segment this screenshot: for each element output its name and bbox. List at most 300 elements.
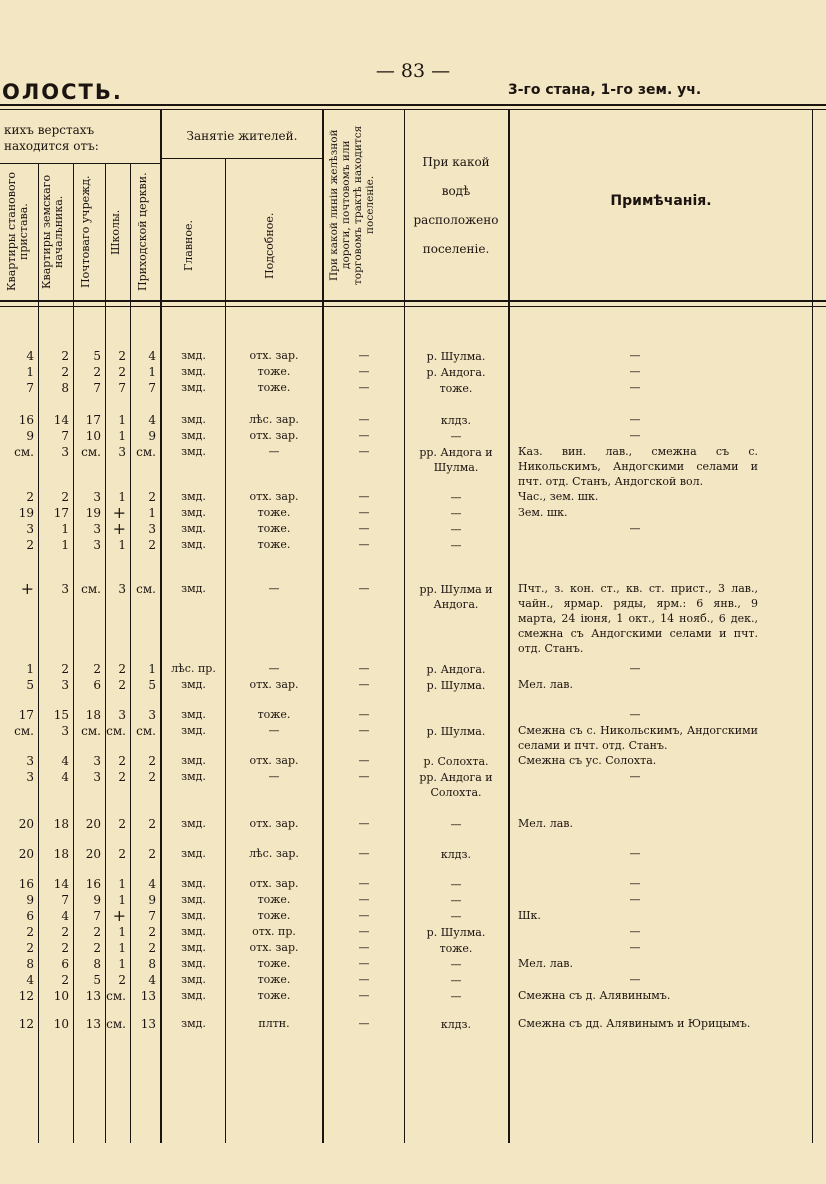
versts-subrule [0,163,160,164]
row-1-aux: отх. зар. [249,349,299,362]
row-14-distance-3: 18 [85,708,101,722]
top-rule-thin [0,109,826,110]
row-28-distance-2: 10 [53,1017,69,1031]
row-19-main: змд. [181,847,206,860]
row-25-distance-3: 8 [93,957,101,971]
row-8-distance-5: 1 [148,506,156,520]
row-11-main: змд. [181,582,206,595]
row-6-main: змд. [181,445,206,458]
row-22-rail: — [358,909,370,922]
row-2-distance-4: 2 [118,365,126,379]
row-17-note: — [629,770,641,783]
row-7-main: змд. [181,490,206,503]
row-9-aux: тоже. [257,522,291,535]
row-1-note: — [629,349,641,362]
row-10-aux: тоже. [257,538,291,551]
row-4-distance-1: 16 [18,413,34,427]
row-10-distance-4: 1 [118,538,126,552]
row-17-aux: — [268,770,280,783]
row-14-distance-4: 3 [118,708,126,722]
row-25-distance-4: 1 [118,957,126,971]
row-23-distance-5: 2 [148,925,156,939]
row-24-main: змд. [181,941,206,954]
row-15-water: р. Шулма. [426,725,486,738]
row-9-distance-5: 3 [148,522,156,536]
row-26-distance-4: 2 [118,973,126,987]
row-27-note: Смежна съ д. Алявинымъ. [518,989,671,1002]
header-col-main: Главное. [182,220,195,272]
row-16-rail: — [358,754,370,767]
header-col-water: При какой водѣ расположено поселеніе. [413,155,499,256]
row-4-distance-5: 4 [148,413,156,427]
row-18-water: — [450,818,462,831]
row-14-distance-1: 17 [18,708,34,722]
row-6-distance-4: 3 [118,445,126,459]
row-2-distance-2: 2 [61,365,69,379]
row-24-distance-1: 2 [26,941,34,955]
row-12-distance-2: 2 [61,662,69,676]
row-15-distance-4: см. [106,724,126,738]
row-2-main: змд. [181,365,206,378]
row-26-main: змд. [181,973,206,986]
row-25-distance-5: 8 [148,957,156,971]
row-12-aux: — [268,662,280,675]
header-col-notes: Примѣчанія. [610,193,712,209]
row-3-distance-2: 8 [61,381,69,395]
row-24-distance-5: 2 [148,941,156,955]
row-24-aux: отх. зар. [249,941,299,954]
row-7-distance-5: 2 [148,490,156,504]
row-2-rail: — [358,365,370,378]
row-27-main: змд. [181,989,206,1002]
row-20-distance-1: 16 [18,877,34,891]
row-9-note: — [629,522,641,535]
row-24-water: тоже. [439,942,473,955]
row-7-distance-2: 2 [61,490,69,504]
row-11-note: Пчт., з. кон. ст., кв. ст. прист., 3 лав., чайн., ярмар. ряды, ярм.: 6 янв., 9 марта, 24 іюня, 1 окт., 14 нояб., 6 дек., смежна съ Андогскими селами и пчт. отд. Станъ. [518,582,758,655]
header-col-aux: Подсобное. [263,212,276,280]
row-2-water: р. Андога. [426,366,486,379]
row-6-distance-1: см. [14,445,34,459]
row-4-rail: — [358,413,370,426]
row-15-note: Смежна съ с. Никольскимъ, Андогскими селами и пчт. отд. Станъ. [518,724,758,752]
row-20-note: — [629,877,641,890]
row-2-distance-5: 1 [148,365,156,379]
row-27-distance-1: 12 [18,989,34,1003]
header-col-post: Почтоваго учрежд. [79,175,92,289]
row-19-distance-5: 2 [148,847,156,861]
row-3-aux: тоже. [257,381,291,394]
row-15-rail: — [358,724,370,737]
row-12-distance-5: 1 [148,662,156,676]
row-1-distance-5: 4 [148,349,156,363]
row-6-water: рр. Андога и Шулма. [419,446,493,474]
row-1-rail: — [358,349,370,362]
row-23-distance-3: 2 [93,925,101,939]
row-22-main: змд. [181,909,206,922]
row-10-rail: — [358,538,370,551]
row-28-distance-3: 13 [85,1017,101,1031]
row-9-main: змд. [181,522,206,535]
row-14-note: — [629,708,641,721]
row-6-distance-3: см. [81,445,101,459]
row-18-distance-1: 20 [18,817,34,831]
row-16-distance-4: 2 [118,754,126,768]
row-19-water: клдз. [440,848,472,861]
row-13-distance-3: 6 [93,678,101,692]
row-18-distance-4: 2 [118,817,126,831]
row-21-distance-4: 1 [118,893,126,907]
row-6-note: Каз. вин. лав., смежна съ с. Никольскимъ, Андогскими селами и пчт. отд. Станъ, Андогской вол. [518,445,758,488]
row-25-main: змд. [181,957,206,970]
row-26-distance-1: 4 [26,973,34,987]
row-11-distance-1: + [20,579,34,598]
row-13-distance-2: 3 [61,678,69,692]
row-20-rail: — [358,877,370,890]
row-1-distance-3: 5 [93,349,101,363]
row-25-water: — [450,958,462,971]
row-23-aux: отх. пр. [252,925,296,938]
row-7-rail: — [358,490,370,503]
row-3-main: змд. [181,381,206,394]
row-16-distance-1: 3 [26,754,34,768]
row-1-distance-4: 2 [118,349,126,363]
row-27-distance-2: 10 [53,989,69,1003]
row-20-distance-3: 16 [85,877,101,891]
row-20-distance-2: 14 [53,877,69,891]
row-19-distance-3: 20 [85,847,101,861]
row-17-main: змд. [181,770,206,783]
row-22-distance-3: 7 [93,909,101,923]
row-17-distance-2: 4 [61,770,69,784]
row-16-distance-3: 3 [93,754,101,768]
row-10-distance-2: 1 [61,538,69,552]
row-13-distance-5: 5 [148,678,156,692]
row-5-distance-2: 7 [61,429,69,443]
row-11-water: рр. Шулма и Андога. [419,583,493,611]
row-8-distance-2: 17 [53,506,69,520]
row-26-distance-3: 5 [93,973,101,987]
row-12-water: р. Андога. [426,663,486,676]
row-9-rail: — [358,522,370,535]
row-1-water: р. Шулма. [426,350,486,363]
row-4-aux: лѣс. зар. [249,413,299,426]
row-28-rail: — [358,1017,370,1030]
row-16-distance-2: 4 [61,754,69,768]
header-col-zemsky: Квартиры земскаго начальника. [40,174,65,290]
row-24-rail: — [358,941,370,954]
row-27-water: — [450,990,462,1003]
row-8-water: — [450,507,462,520]
row-21-water: — [450,894,462,907]
row-9-water: — [450,523,462,536]
row-7-distance-3: 3 [93,490,101,504]
row-26-distance-5: 4 [148,973,156,987]
row-14-main: змд. [181,708,206,721]
row-18-note: Мел. лав. [518,817,573,830]
row-5-rail: — [358,429,370,442]
row-25-aux: тоже. [257,957,291,970]
row-3-rail: — [358,381,370,394]
row-7-aux: отх. зар. [249,490,299,503]
row-15-distance-2: 3 [61,724,69,738]
row-28-water: клдз. [440,1018,472,1031]
row-5-distance-4: 1 [118,429,126,443]
row-24-note: — [629,941,641,954]
row-20-water: — [450,878,462,891]
row-5-water: — [450,430,462,443]
row-19-distance-2: 18 [53,847,69,861]
row-18-distance-2: 18 [53,817,69,831]
row-11-distance-3: см. [81,582,101,596]
row-16-water: р. Солохта. [423,755,489,768]
row-15-distance-5: см. [136,724,156,738]
row-12-distance-4: 2 [118,662,126,676]
header-col-rail: При какой линіи желѣзной дороги, почтовомъ или торговомъ трактѣ находится поселеніе. [328,125,376,285]
row-7-note: Час., зем. шк. [518,490,599,503]
row-13-distance-1: 5 [26,678,34,692]
row-3-distance-4: 7 [118,381,126,395]
row-17-distance-4: 2 [118,770,126,784]
row-16-aux: отх. зар. [249,754,299,767]
row-5-distance-3: 10 [85,429,101,443]
row-24-distance-4: 1 [118,941,126,955]
row-26-aux: тоже. [257,973,291,986]
row-18-rail: — [358,817,370,830]
row-25-rail: — [358,957,370,970]
row-22-water: — [450,910,462,923]
row-23-water: р. Шулма. [426,926,486,939]
row-17-rail: — [358,770,370,783]
row-16-main: змд. [181,754,206,767]
row-20-main: змд. [181,877,206,890]
header-col-school: Школы. [109,209,122,255]
row-22-distance-1: 6 [26,909,34,923]
row-5-distance-5: 9 [148,429,156,443]
row-22-note: Шк. [518,909,541,922]
row-23-rail: — [358,925,370,938]
row-3-distance-5: 7 [148,381,156,395]
row-18-aux: отх. зар. [249,817,299,830]
row-14-aux: тоже. [257,708,291,721]
row-7-water: — [450,491,462,504]
row-28-distance-1: 12 [18,1017,34,1031]
row-5-main: змд. [181,429,206,442]
row-22-distance-5: 7 [148,909,156,923]
row-26-distance-2: 2 [61,973,69,987]
row-4-water: клдз. [440,414,472,427]
row-21-rail: — [358,893,370,906]
row-17-distance-5: 2 [148,770,156,784]
row-10-distance-5: 2 [148,538,156,552]
row-5-aux: отх. зар. [249,429,299,442]
header-col-stanovoy: Квартиры станового пристава. [5,172,30,292]
row-23-main: змд. [181,925,206,938]
row-28-main: змд. [181,1017,206,1030]
row-22-distance-2: 4 [61,909,69,923]
row-4-distance-4: 1 [118,413,126,427]
row-17-distance-3: 3 [93,770,101,784]
row-12-note: — [629,662,641,675]
row-6-rail: — [358,445,370,458]
row-15-main: змд. [181,724,206,737]
row-14-distance-5: 3 [148,708,156,722]
row-1-distance-2: 2 [61,349,69,363]
header-title: ОЛОСТЬ. [2,80,123,104]
row-20-distance-4: 1 [118,877,126,891]
row-11-distance-4: 3 [118,582,126,596]
row-28-distance-4: см. [106,1017,126,1031]
row-13-water: р. Шулма. [426,679,486,692]
row-14-rail: — [358,708,370,721]
row-19-rail: — [358,847,370,860]
row-11-aux: — [268,582,280,595]
row-13-distance-4: 2 [118,678,126,692]
row-25-note: Мел. лав. [518,957,573,970]
row-26-note: — [629,973,641,986]
row-8-aux: тоже. [257,506,291,519]
row-8-distance-3: 19 [85,506,101,520]
row-28-note: Смежна съ дд. Алявинымъ и Юрицымъ. [518,1017,751,1030]
row-13-main: змд. [181,678,206,691]
row-16-note: Смежна съ ус. Солохта. [518,754,657,767]
row-21-distance-3: 9 [93,893,101,907]
row-17-water: рр. Андога и Солохта. [419,771,493,799]
row-27-aux: тоже. [257,989,291,1002]
row-15-distance-3: см. [81,724,101,738]
row-25-distance-1: 8 [26,957,34,971]
row-12-rail: — [358,662,370,675]
top-rule [0,104,826,106]
row-11-distance-5: см. [136,582,156,596]
row-22-aux: тоже. [257,909,291,922]
row-24-distance-3: 2 [93,941,101,955]
row-8-rail: — [358,506,370,519]
row-4-distance-3: 17 [85,413,101,427]
row-22-distance-4: + [112,906,126,925]
row-17-distance-1: 3 [26,770,34,784]
row-8-note: Зем. шк. [518,506,568,519]
row-9-distance-1: 3 [26,522,34,536]
header-district: 3-го стана, 1-го зем. уч. [508,82,702,98]
header-versts: кихъ верстахъ находится отъ: [4,123,99,153]
row-27-distance-5: 13 [140,989,156,1003]
row-10-water: — [450,539,462,552]
row-12-distance-3: 2 [93,662,101,676]
row-24-distance-2: 2 [61,941,69,955]
row-19-aux: лѣс. зар. [249,847,299,860]
row-7-distance-1: 2 [26,490,34,504]
row-27-distance-4: см. [106,989,126,1003]
col-divider-8 [404,110,405,1143]
row-23-distance-1: 2 [26,925,34,939]
header-bottom-rule [0,300,826,302]
row-3-note: — [629,381,641,394]
row-5-distance-1: 9 [26,429,34,443]
row-13-aux: отх. зар. [249,678,299,691]
row-2-aux: тоже. [257,365,291,378]
row-15-aux: — [268,724,280,737]
row-1-main: змд. [181,349,206,362]
row-4-note: — [629,413,641,426]
row-19-distance-1: 20 [18,847,34,861]
row-23-distance-2: 2 [61,925,69,939]
row-3-distance-1: 7 [26,381,34,395]
row-18-main: змд. [181,817,206,830]
row-6-distance-5: см. [136,445,156,459]
row-9-distance-4: + [112,519,126,538]
row-14-distance-2: 15 [53,708,69,722]
row-8-main: змд. [181,506,206,519]
row-13-note: Мел. лав. [518,678,573,691]
row-25-distance-2: 6 [61,957,69,971]
row-28-aux: плтн. [258,1017,290,1030]
row-21-distance-5: 9 [148,893,156,907]
row-4-distance-2: 14 [53,413,69,427]
row-12-main: лѣс. пр. [171,662,216,675]
row-3-distance-3: 7 [93,381,101,395]
row-9-distance-3: 3 [93,522,101,536]
row-21-note: — [629,893,641,906]
row-2-distance-3: 2 [93,365,101,379]
row-2-distance-1: 1 [26,365,34,379]
page-number: — 83 — [375,60,451,82]
row-10-distance-1: 2 [26,538,34,552]
row-9-distance-2: 1 [61,522,69,536]
row-21-main: змд. [181,893,206,906]
row-21-aux: тоже. [257,893,291,906]
row-16-distance-5: 2 [148,754,156,768]
row-10-main: змд. [181,538,206,551]
header-bottom-rule-thin [0,306,826,307]
header-occupation: Занятіе жителей. [186,129,298,143]
row-26-rail: — [358,973,370,986]
row-10-distance-3: 3 [93,538,101,552]
row-20-aux: отх. зар. [249,877,299,890]
row-19-distance-4: 2 [118,847,126,861]
row-11-distance-2: 3 [61,582,69,596]
right-border [812,110,813,1143]
row-28-distance-5: 13 [140,1017,156,1031]
col-divider-9 [508,110,510,1143]
row-20-distance-5: 4 [148,877,156,891]
row-18-distance-5: 2 [148,817,156,831]
row-21-distance-2: 7 [61,893,69,907]
row-7-distance-4: 1 [118,490,126,504]
row-8-distance-4: + [112,503,126,522]
row-6-aux: — [268,445,280,458]
row-23-distance-4: 1 [118,925,126,939]
header-col-church: Приходской церкви. [136,172,149,292]
row-23-note: — [629,925,641,938]
row-2-note: — [629,365,641,378]
row-18-distance-3: 20 [85,817,101,831]
row-26-water: — [450,974,462,987]
row-21-distance-1: 9 [26,893,34,907]
row-1-distance-1: 4 [26,349,34,363]
occupation-subrule [160,158,323,159]
row-4-main: змд. [181,413,206,426]
row-19-note: — [629,847,641,860]
row-6-distance-2: 3 [61,445,69,459]
row-15-distance-1: см. [14,724,34,738]
row-12-distance-1: 1 [26,662,34,676]
row-5-note: — [629,429,641,442]
row-11-rail: — [358,582,370,595]
row-27-rail: — [358,989,370,1002]
row-27-distance-3: 13 [85,989,101,1003]
row-3-water: тоже. [439,382,473,395]
